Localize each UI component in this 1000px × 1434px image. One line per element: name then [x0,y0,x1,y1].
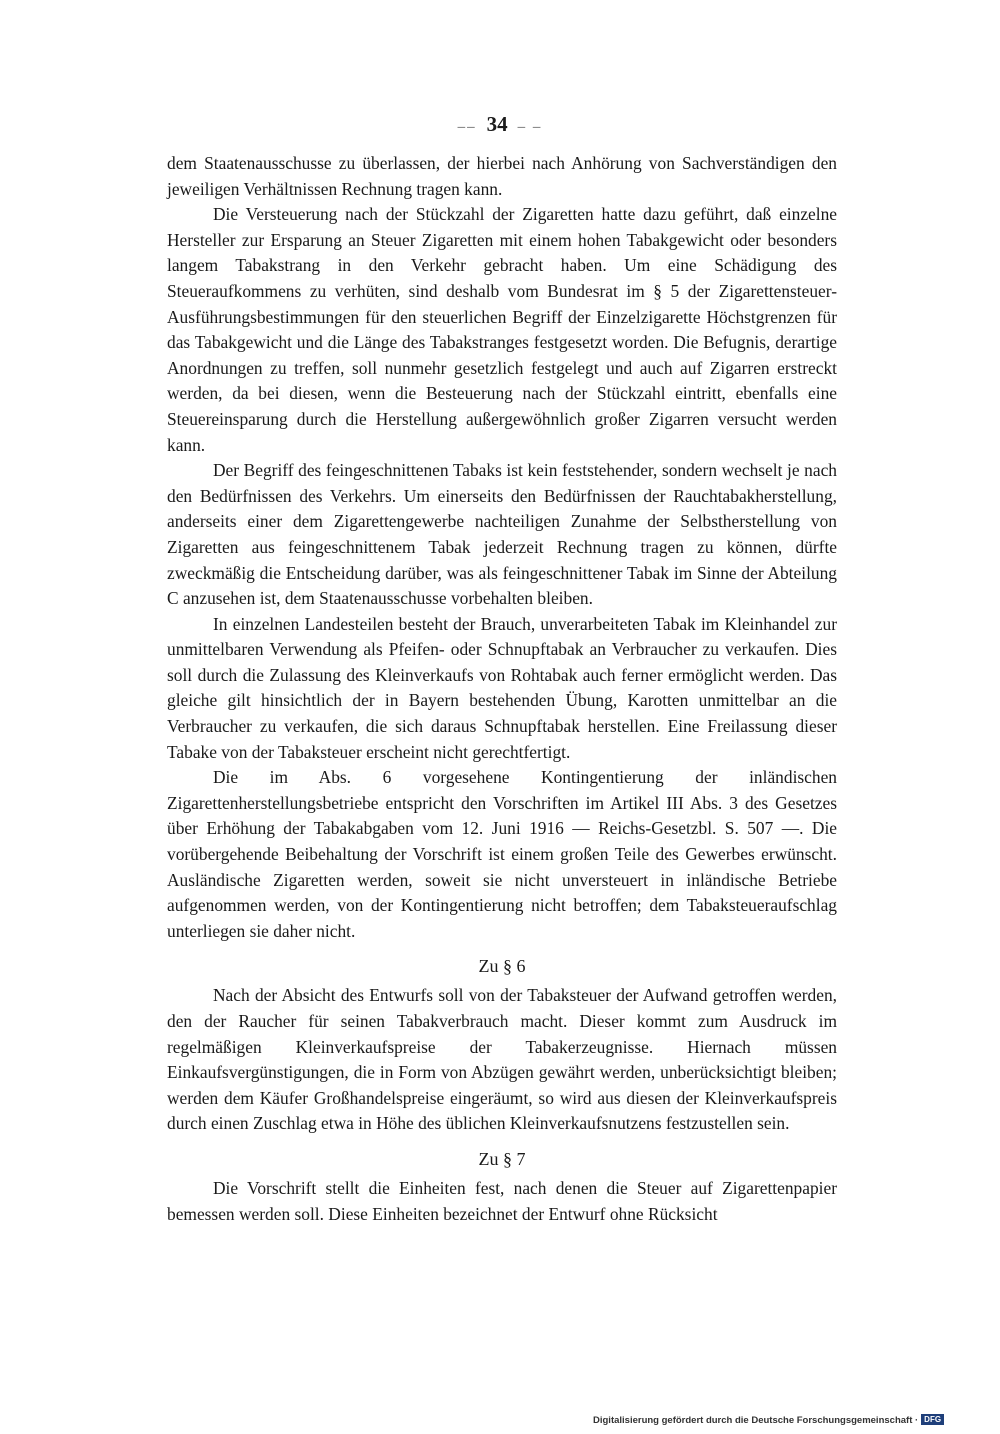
decorative-dash-left: –– [457,119,477,135]
paragraph-stueckzahl: Die Versteuerung nach der Stückzahl der Zigaretten hatte dazu geführt, daß einzelne Hersteller zur Ersparung an Steuer Zigaretten mit einem hohen Tabakgewicht oder besonders langem Tabakstrang in den Verkehr gebracht haben. Um eine Schädigung des Steueraufkommens zu verhüten, sind deshalb vom Bundesrat im § 5 der Zigarettensteuer-Ausführungsbestimmungen für den steuerlichen Begriff der Einzelzigarette Höchstgrenzen für das Tabakgewicht und die Länge des Tabakstranges festgesetzt worden. Die Befugnis, derartige Anordnungen zu treffen, soll nunmehr gesetzlich festgelegt und auch auf Zigarren erstreckt werden, da bei diesen, wenn die Besteuerung nach der Stückzahl eintritt, ebenfalls eine Steuereinsparung durch die Herstellung außergewöhnlich großer Zigarren versucht werden kann. [167,204,837,455]
section-heading-6: Zu § 6 [478,956,526,977]
paragraph-section-7: Die Vorschrift stellt die Einheiten fest, nach denen die Steuer auf Zigarettenpapier bemessen werden soll. Diese Einheiten bezeichnet der Entwurf ohne Rücksicht [167,1177,837,1224]
page-number [0,112,1000,137]
document-body [167,151,837,1227]
dfg-logo: DFG [921,1414,944,1425]
paragraph-section-6: Nach der Absicht des Entwurfs soll von der Tabaksteuer der Aufwand getroffen werden, den der Raucher für seinen Tabakverbrauch macht. Dieser kommt zum Ausdruck im regelmäßigen Kleinverkaufspreise der Tabakerzeugnisse. Hiernach müssen Einkaufsvergünstigungen, die in Form von Abzügen gewährt werden, unberücksichtigt bleiben; werden dem Käufer Großhandelspreise eingeräumt, so wird aus diesen der Kleinverkaufspreis durch einen Zuschlag etwa in Höhe des üblichen Kleinverkaufsnutzens festzustellen sein. [167,985,837,1134]
paragraph-landesteile: In einzelnen Landesteilen besteht der Brauch, unverarbeiteten Tabak im Kleinhandel zur unmittelbaren Verwendung als Pfeifen- oder Schnupftabak an Verbraucher zu verkaufen. Dies soll durch die Zulassung des Kleinverkaufs von Rohtabak auch ferner ermöglicht werden. Das gleiche gilt hinsichtlich der in Bayern bestehenden Übung, Karotten unmittelbar an die Verbraucher zu verkaufen, die sich daraus Schnupftabak herstellen. Eine Freilassung dieser Tabake von der Tabaksteuer erscheint nicht gerechtfertigt. [167,613,837,762]
page-number-value: 34 [486,112,508,136]
paragraph-feingeschnittener-tabak: Der Begriff des feingeschnittenen Tabaks ist kein feststehender, sondern wechselt je nach den Bedürfnissen des Verkehrs. Um einerseits den Bedürfnissen der Rauchtabakherstellung, anderseits einer dem Zigarettengewerbe nachteiligen Zunahme der Selbstherstellung von Zigaretten aus feingeschnittenem Tabak jederzeit Rechnung tragen zu können, dürfte zweckmäßig die Entscheidung darüber, was als feingeschnittener Tabak im Sinne der Abteilung C anzusehen ist, dem Staatenausschusse vorbehalten bleiben. [167,460,837,609]
digitization-footer [593,1414,944,1426]
paragraph-continuation: dem Staatenausschusse zu überlassen, der hierbei nach Anhörung von Sachverständigen den jeweiligen Verhältnissen Rechnung tragen kann. [167,153,837,199]
footer-text: Digitalisierung gefördert durch die Deutsche Forschungsgemeinschaft · [593,1415,919,1426]
section-heading-7: Zu § 7 [478,1148,526,1169]
paragraph-kontingentierung: Die im Abs. 6 vorgesehene Kontingentierung der inländischen Zigarettenherstellungsbetriebe entspricht den Vorschriften im Artikel III Abs. 3 des Gesetzes über Erhöhung der Tabakabgaben vom 12. Juni 1916 — Reichs-Gesetzbl. S. 507 —. Die vorübergehende Beibehaltung der Vorschrift ist einem großen Teile des Gewerbes erwünscht. Ausländische Zigaretten werden, soweit sie nicht unversteuert in inländische Betriebe aufgenommen werden, von der Kontingentierung nicht betroffen; dem Tabaksteueraufschlag unterliegen sie daher nicht. [167,767,837,941]
decorative-dash-right: – – [517,119,543,135]
